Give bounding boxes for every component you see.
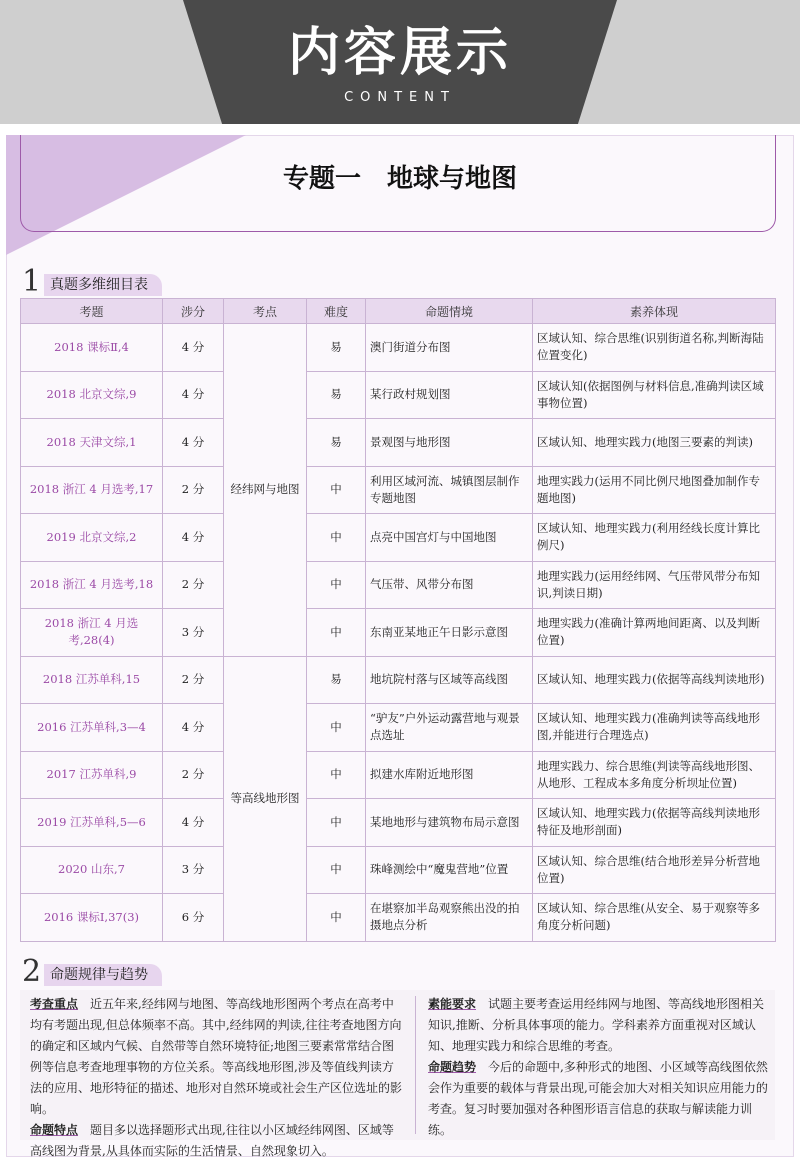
header-exam: 考题 [21, 299, 163, 324]
header-context: 命题情境 [366, 299, 533, 324]
header-point: 考点 [224, 299, 307, 324]
exam-source-cell: 2020 山东,7 [21, 846, 163, 894]
table-row [21, 466, 776, 514]
trend-left-column [30, 994, 402, 1162]
table-row [21, 799, 776, 847]
table-row [21, 514, 776, 562]
difficulty-cell: 易 [307, 419, 366, 467]
difficulty-cell: 易 [307, 656, 366, 704]
exam-source-cell: 2018 浙江 4 月选考,28(4) [21, 609, 163, 657]
score-cell: 4 分 [163, 324, 224, 372]
trend-text: 今后的命题中,多种形式的地图、小区域等高线图依然会作为重要的载体与背景出现,可能会加大对相关知识应用能力的考查。复习时要加强对各种图形语言信息的获取与解读能力训练。 [428, 1060, 768, 1137]
context-cell: 澳门街道分布图 [366, 324, 533, 372]
section-2-label: 命题规律与趋势 [44, 964, 162, 986]
section-1-label: 真题多维细目表 [44, 274, 162, 296]
score-cell: 2 分 [163, 466, 224, 514]
exam-source-cell: 2018 北京文综,9 [21, 371, 163, 419]
exam-point-cell: 经纬网与地图 [224, 324, 307, 657]
difficulty-cell: 中 [307, 704, 366, 752]
exam-source-cell: 2016 课标Ⅰ,37(3) [21, 894, 163, 942]
context-cell: 某地地形与建筑物布局示意图 [366, 799, 533, 847]
table-row [21, 704, 776, 752]
score-cell: 3 分 [163, 609, 224, 657]
section-1-number: 1 [22, 264, 42, 299]
table-row [21, 656, 776, 704]
exam-point-cell: 等高线地形图 [224, 656, 307, 941]
table-row [21, 751, 776, 799]
score-cell: 2 分 [163, 656, 224, 704]
score-cell: 4 分 [163, 704, 224, 752]
table-row [21, 371, 776, 419]
literacy-cell: 地理实践力(运用不同比例尺地图叠加制作专题地图) [533, 466, 776, 514]
requirement-tag: 素能要求 [428, 997, 477, 1011]
literacy-cell: 区域认知、地理实践力(依据等高线判读地形特征及地形剖面) [533, 799, 776, 847]
table-row [21, 846, 776, 894]
literacy-cell: 地理实践力(准确计算两地间距离、以及判断位置) [533, 609, 776, 657]
trend-paragraph [428, 1057, 768, 1141]
context-cell: 拟建水库附近地形图 [366, 751, 533, 799]
literacy-cell: 区域认知、地理实践力(准确判读等高线地形图,并能进行合理选点) [533, 704, 776, 752]
difficulty-cell: 中 [307, 466, 366, 514]
literacy-cell: 区域认知、综合思维(结合地形差异分析营地位置) [533, 846, 776, 894]
literacy-cell: 区域认知、地理实践力(利用经线长度计算比例尺) [533, 514, 776, 562]
difficulty-cell: 中 [307, 846, 366, 894]
table-row [21, 324, 776, 372]
exam-source-cell: 2018 课标Ⅱ,4 [21, 324, 163, 372]
header-literacy: 素养体现 [533, 299, 776, 324]
spec-table [20, 298, 776, 942]
exam-source-cell: 2018 浙江 4 月选考,17 [21, 466, 163, 514]
exam-source-cell: 2018 江苏单科,15 [21, 656, 163, 704]
difficulty-cell: 中 [307, 514, 366, 562]
trend-tag: 命题趋势 [428, 1060, 477, 1074]
literacy-cell: 区域认知(依据图例与材料信息,准确判读区域事物位置) [533, 371, 776, 419]
difficulty-cell: 中 [307, 799, 366, 847]
requirement-text: 试题主要考查运用经纬网与地图、等高线地形图相关知识,推断、分析具体事项的能力。学科素养方面重视对区域认知、地理实践力和综合思维的考查。 [428, 997, 765, 1053]
difficulty-cell: 中 [307, 609, 366, 657]
context-cell: 珠峰测绘中“魔鬼营地”位置 [366, 846, 533, 894]
header-difficulty: 难度 [307, 299, 366, 324]
exam-source-cell: 2018 浙江 4 月选考,18 [21, 561, 163, 609]
literacy-cell: 地理实践力(运用经纬网、气压带风带分布知识,判读日期) [533, 561, 776, 609]
score-cell: 4 分 [163, 514, 224, 562]
focus-tag: 考查重点 [30, 997, 79, 1011]
context-cell: 在堪察加半岛观察熊出没的拍摄地点分析 [366, 894, 533, 942]
table-row [21, 609, 776, 657]
requirement-paragraph [428, 994, 768, 1057]
difficulty-cell: 中 [307, 751, 366, 799]
exam-source-cell: 2019 北京文综,2 [21, 514, 163, 562]
difficulty-cell: 中 [307, 561, 366, 609]
exam-source-cell: 2016 江苏单科,3—4 [21, 704, 163, 752]
trend-right-column [428, 994, 768, 1141]
table-row [21, 419, 776, 467]
banner-title: 内容展示 [287, 23, 512, 83]
context-cell: 气压带、风带分布图 [366, 561, 533, 609]
header-banner [0, 0, 800, 124]
table-header-row [21, 299, 776, 324]
score-cell: 4 分 [163, 371, 224, 419]
context-cell: 地坑院村落与区域等高线图 [366, 656, 533, 704]
difficulty-cell: 易 [307, 324, 366, 372]
header-score: 涉分 [163, 299, 224, 324]
difficulty-cell: 中 [307, 894, 366, 942]
exam-source-cell: 2018 天津文综,1 [21, 419, 163, 467]
score-cell: 6 分 [163, 894, 224, 942]
context-cell: “驴友”户外运动露营地与观景点选址 [366, 704, 533, 752]
exam-source-cell: 2017 江苏单科,9 [21, 751, 163, 799]
score-cell: 2 分 [163, 751, 224, 799]
banner-subtitle: CONTENT [344, 90, 456, 105]
literacy-cell: 区域认知、地理实践力(依据等高线判读地形) [533, 656, 776, 704]
feature-text: 题目多以选择题形式出现,往往以小区域经纬网图、区域等高线图为背景,从具体而实际的生活情景、自然现象切入。 [30, 1123, 394, 1158]
score-cell: 4 分 [163, 419, 224, 467]
literacy-cell: 区域认知、综合思维(从安全、易于观察等多角度分析问题) [533, 894, 776, 942]
section-1-heading [22, 264, 222, 299]
table-row [21, 561, 776, 609]
score-cell: 4 分 [163, 799, 224, 847]
exam-source-cell: 2019 江苏单科,5—6 [21, 799, 163, 847]
feature-tag: 命题特点 [30, 1123, 79, 1137]
topic-title: 专题一 地球与地图 [282, 164, 517, 194]
score-cell: 3 分 [163, 846, 224, 894]
section-2-heading [22, 954, 222, 989]
trend-description [20, 990, 775, 1158]
column-divider [415, 996, 416, 1134]
focus-text: 近五年来,经纬网与地图、等高线地形图两个考点在高考中均有考题出现,但总体频率不高。其中,经纬网的判读,往往考查地图方向的确定和区域内气候、自然带等自然环境特征;地图三要素常常结合图例等信息考查地理事物的方位关系。等高线地形图,涉及等值线判读方法的应用、地形特征的描述、地形对自然环境或社会生产区位选址的影响。 [30, 997, 403, 1116]
context-cell: 景观图与地形图 [366, 419, 533, 467]
focus-paragraph [30, 994, 402, 1120]
feature-paragraph [30, 1120, 402, 1162]
context-cell: 某行政村规划图 [366, 371, 533, 419]
difficulty-cell: 易 [307, 371, 366, 419]
context-cell: 利用区域河流、城镇图层制作专题地图 [366, 466, 533, 514]
literacy-cell: 区域认知、综合思维(识别街道名称,判断海陆位置变化) [533, 324, 776, 372]
context-cell: 东南亚某地正午日影示意图 [366, 609, 533, 657]
context-cell: 点亮中国宫灯与中国地图 [366, 514, 533, 562]
table-row [21, 894, 776, 942]
section-2-number: 2 [22, 954, 42, 989]
literacy-cell: 区域认知、地理实践力(地图三要素的判读) [533, 419, 776, 467]
score-cell: 2 分 [163, 561, 224, 609]
literacy-cell: 地理实践力、综合思维(判读等高线地形图、从地形、工程成本多角度分析坝址位置) [533, 751, 776, 799]
